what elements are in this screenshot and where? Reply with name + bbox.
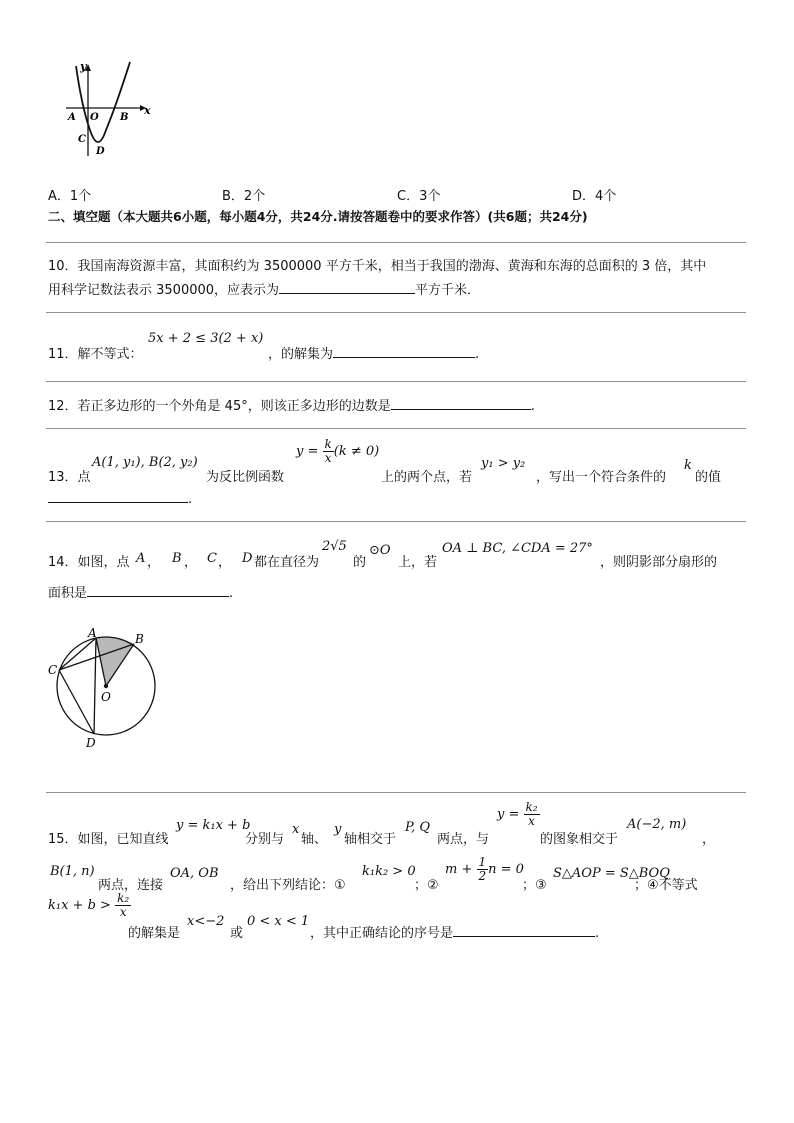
divider — [46, 792, 746, 793]
q15-inequality — [48, 892, 131, 919]
q15-mid8: 的解集是 — [128, 926, 181, 941]
q13-post: 的值 — [695, 470, 722, 485]
q15-oaob: OA, OB — [170, 866, 219, 881]
q11-mid: ，的解集为 — [268, 347, 334, 362]
q15-ineq-den: x — [119, 905, 127, 919]
q12-line — [48, 395, 535, 414]
q13-pre: 13．点 — [48, 470, 91, 485]
q10-text: 用科学记数法表示 3500000，应表示为 — [48, 283, 280, 298]
divider — [46, 381, 746, 382]
q14-b: B — [172, 551, 182, 566]
q15-conclusion2 — [445, 856, 524, 883]
q14-end: . — [229, 586, 234, 601]
segment-ad — [94, 638, 96, 734]
q13-points: A(1, y₁), B(2, y₂) — [92, 455, 198, 470]
q15-mid7: ，给出下列结论：① — [230, 878, 346, 893]
q14-circle: ⊙O — [369, 543, 391, 558]
q15-solution2: 0 < x < 1 — [247, 914, 310, 929]
q14-c: C — [207, 551, 217, 566]
q11-inequality: 5x + 2 ≤ 3(2 + x) — [148, 331, 264, 346]
q15-hyp-y: y = — [497, 807, 520, 822]
q11-answer-blank[interactable] — [333, 343, 475, 358]
q10-line1: 10．我国南海资源丰富，其面积约为 3500000 平方千米，相当于我国的渤海、黄海和东海的总面积的 3 倍，其中 — [48, 259, 707, 274]
option-b[interactable]: B．2个 — [222, 189, 266, 204]
shaded-arc — [96, 637, 134, 686]
option-a[interactable]: A．1个 — [48, 189, 92, 204]
q14-answer-blank[interactable] — [87, 582, 229, 597]
q13-end: . — [188, 492, 193, 507]
q14-a: A — [136, 551, 146, 566]
q14-comma1: ， — [147, 555, 161, 570]
q15-mid5: 的图象相交于 — [540, 832, 619, 847]
label-a: A — [88, 626, 97, 640]
q11-text: 11．解不等式： — [48, 347, 143, 362]
q15-c4-pre: ；④不等式 — [634, 878, 698, 893]
q14-mid2: 的 — [353, 555, 367, 570]
option-d[interactable]: D．4个 — [572, 189, 617, 204]
q15-pre: 15．如图，已知直线 — [48, 832, 169, 847]
q10-answer-blank[interactable] — [279, 279, 415, 294]
q15-mid9-line — [310, 922, 599, 941]
parabola-figure — [60, 58, 160, 158]
q15-c2-pre: ；② — [414, 878, 439, 893]
q11-line-b — [268, 343, 479, 362]
q14-diameter: 2√5 — [322, 539, 347, 554]
q13-mid3: ，写出一个符合条件的 — [536, 470, 667, 485]
q15-hyperbola — [497, 801, 540, 828]
q14-mid3: 上，若 — [398, 555, 438, 570]
circle-figure — [44, 622, 168, 752]
q13-answer-blank[interactable] — [48, 488, 188, 503]
q15-conclusion3: S△AOP = S△BOQ — [553, 866, 670, 881]
q13-line2 — [48, 488, 192, 507]
q13-func-den: x — [324, 451, 332, 465]
option-c[interactable]: C．3个 — [397, 189, 441, 204]
q15-mid2: 轴、 — [301, 832, 328, 847]
q15-y: y — [334, 822, 342, 837]
label-d: D — [86, 736, 96, 750]
divider — [46, 312, 746, 313]
point-b-label: B — [120, 112, 129, 123]
q15-hyp-den: x — [528, 814, 535, 828]
label-o: O — [101, 690, 111, 704]
q14-comma3: ， — [218, 555, 232, 570]
q15-ineq-num: k₂ — [117, 891, 130, 905]
q13-func-cond: (k ≠ 0) — [333, 444, 380, 459]
center-dot — [104, 684, 108, 688]
q12-text: 12．若正多边形的一个外角是 45°，则该正多边形的边数是 — [48, 399, 391, 414]
q13-function — [296, 438, 379, 465]
q13-condition: y₁ > y₂ — [481, 456, 526, 471]
q13-func-num: k — [324, 437, 332, 451]
q11-line — [48, 343, 143, 362]
q13-mid1: 为反比例函数 — [206, 470, 285, 485]
q15-solution1: x<−2 — [187, 914, 225, 929]
q15-pq: P, Q — [405, 820, 431, 835]
q15-c2-num: 1 — [478, 855, 487, 869]
q15-end: . — [595, 926, 600, 941]
q15-point-b: B(1, n) — [50, 864, 95, 879]
q15-answer-blank[interactable] — [453, 922, 595, 937]
point-c-label: C — [78, 134, 86, 145]
q15-mid3: 轴相交于 — [344, 832, 397, 847]
q15-comma: ， — [702, 832, 716, 847]
origin-label: O — [90, 112, 99, 123]
q15-or: 或 — [230, 926, 244, 941]
q10-line2 — [48, 279, 480, 298]
q13-func-y: y = — [296, 444, 319, 459]
q10-unit: 平方千米． — [415, 283, 481, 298]
q14-mid4: ，则阴影部分扇形的 — [600, 555, 718, 570]
q15-mid9: ，其中正确结论的序号是 — [310, 926, 454, 941]
divider — [46, 428, 746, 429]
q11-end: . — [475, 347, 480, 362]
section-heading: 二、填空题（本大题共6小题，每小题4分，共24分.请按答题卷中的要求作答）(共6题；共24分) — [48, 209, 588, 224]
q15-point-a: A(−2, m) — [627, 817, 687, 832]
label-c: C — [48, 663, 58, 677]
q15-conclusion1: k₁k₂ > 0 — [362, 864, 416, 879]
q12-end: . — [530, 399, 535, 414]
x-label: x — [144, 104, 151, 117]
y-label: y — [80, 60, 87, 73]
q15-c2-b: n = 0 — [488, 862, 524, 877]
q15-mid4: 两点，与 — [437, 832, 490, 847]
point-a-label: A — [68, 112, 76, 123]
q15-x: x — [292, 822, 300, 837]
q14-comma2: ， — [184, 555, 198, 570]
parabola-curve — [76, 62, 130, 142]
segment-ca — [59, 638, 96, 670]
q14-d: D — [242, 551, 253, 566]
q14-line2-text: 面积是 — [48, 586, 88, 601]
q12-answer-blank[interactable] — [391, 395, 531, 410]
divider — [46, 242, 746, 243]
divider — [46, 521, 746, 522]
q13-func-frac — [323, 438, 334, 465]
q15-hyp-frac — [524, 801, 540, 828]
q15-mid1: 分别与 — [245, 832, 285, 847]
q13-mid2: 上的两个点，若 — [381, 470, 473, 485]
q15-mid6: 两点，连接 — [98, 878, 164, 893]
q15-c2-den: 2 — [478, 869, 487, 883]
point-d-label: D — [96, 146, 105, 157]
q15-c3-pre: ；③ — [522, 878, 547, 893]
q13-k: k — [684, 458, 692, 473]
q14-line2 — [48, 582, 233, 601]
q15-ineq-frac — [115, 892, 131, 919]
q14-mid1: 都在直径为 — [254, 555, 320, 570]
q15-c2-a: m + — [445, 862, 473, 877]
q15-ineq-a: k₁x + b > — [48, 898, 111, 913]
q15-line-eq: y = k₁x + b — [176, 818, 251, 833]
q15-c2-frac — [477, 856, 489, 883]
q14-pre: 14．如图，点 — [48, 555, 130, 570]
label-b: B — [135, 632, 144, 646]
q14-condition: OA ⊥ BC, ∠CDA = 27° — [442, 541, 593, 556]
q15-hyp-num: k₂ — [525, 800, 538, 814]
